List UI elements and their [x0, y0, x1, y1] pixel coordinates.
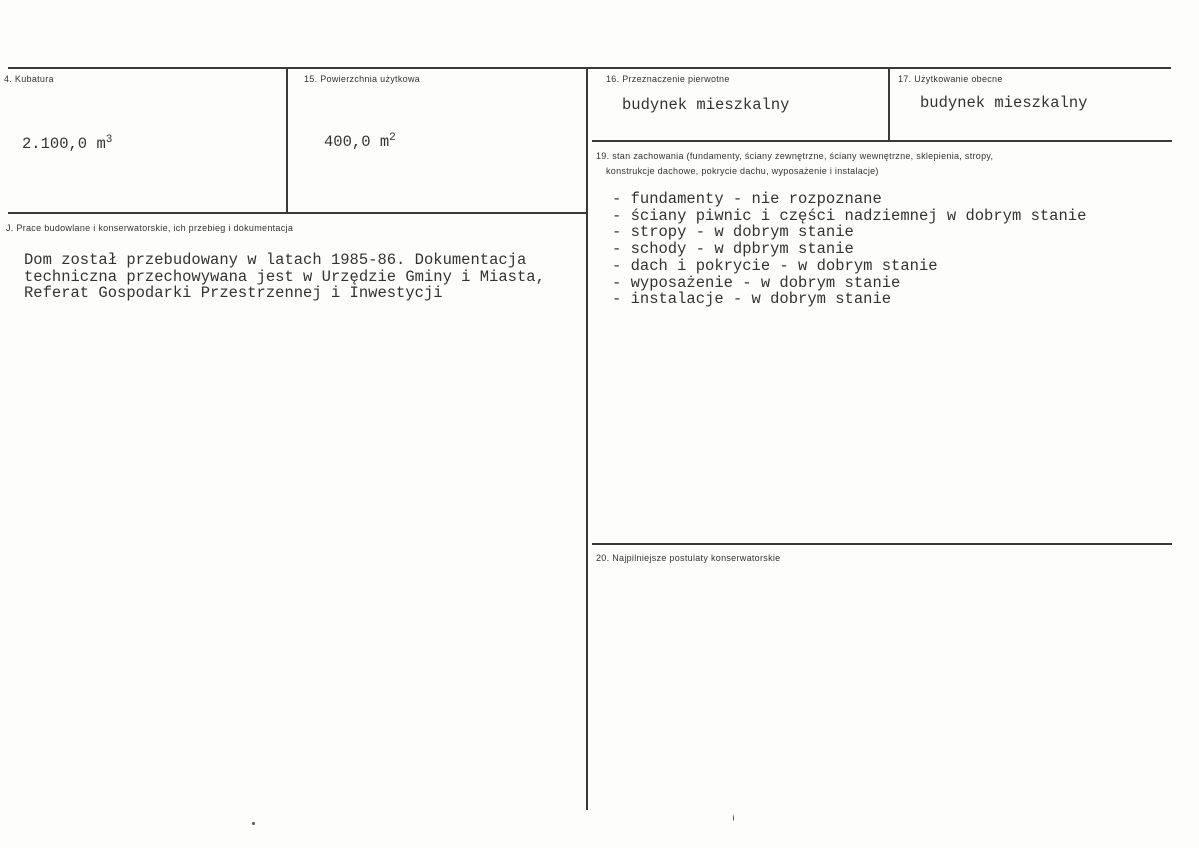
scan-speck [252, 822, 255, 825]
kubatura-number: 2.100,0 [22, 135, 88, 153]
stan-list [612, 191, 1086, 308]
kubatura-label: 4. Kubatura [4, 74, 54, 84]
list-item: - instalacje - w dobrym stanie [612, 290, 892, 309]
kubatura-value [22, 133, 113, 153]
powierzchnia-label: 15. Powierzchnia użytkowa [304, 74, 421, 84]
list-item: - wyposażenie - w dobrym stanie [612, 273, 901, 292]
divider-kubatura-powierzchnia [286, 68, 288, 214]
stan-label-line-1: 19. stan zachowania (fundamenty, ściany zewnętrzne, ściany wewnętrzne, sklepienia, stropy, [596, 151, 994, 161]
przeznaczenie-value: budynek mieszkalny [622, 96, 790, 114]
top-border-line [8, 67, 1171, 69]
list-item: - dach i pokrycie - w dobrym stanie [612, 256, 938, 275]
divider-przeznaczenie-uzytkowanie [888, 68, 890, 140]
prace-line-2: techniczna przechowywana jest w Urzędzie Gminy i Miasta, [24, 267, 545, 286]
prace-line-3: Referat Gospodarki Przestrzennej i Inwestycji [24, 284, 443, 302]
list-item: - schody - w dpbrym stanie [612, 240, 854, 259]
prace-label: J. Prace budowlane i konserwatorskie, ich przebieg i dokumentacja [6, 223, 294, 233]
list-item: - stropy - w dobrym stanie [612, 223, 854, 242]
prace-line-1: Dom został przebudowany w latach 1985-86. Dokumentacja [24, 251, 527, 269]
divider-prace-top [8, 212, 586, 214]
stan-label-line-2: konstrukcje dachowe, pokrycie dachu, wyposażenie i instalacje) [606, 166, 879, 176]
center-divider-line [586, 68, 588, 810]
uzytkowanie-value: budynek mieszkalny [920, 94, 1088, 112]
scan-speck [733, 815, 734, 821]
powierzchnia-number: 400,0 [324, 133, 371, 151]
divider-postulaty-top [592, 543, 1172, 545]
kubatura-unit: m [96, 135, 106, 153]
powierzchnia-unit: m [379, 133, 390, 151]
list-item: - ściany piwnic i części nadziemnej w dobrym stanie [612, 206, 1087, 225]
divider-stan-top [592, 140, 1172, 142]
postulaty-label: 20. Najpilniejsze postulaty konserwatorskie [596, 553, 781, 563]
uzytkowanie-label: 17. Użytkowanie obecne [898, 74, 1003, 84]
powierzchnia-unit-exponent: 2 [389, 131, 396, 144]
list-item: - fundamenty - nie rozpoznane [612, 190, 882, 208]
powierzchnia-value [324, 131, 396, 151]
kubatura-unit-exponent: 3 [105, 133, 113, 146]
przeznaczenie-label: 16. Przeznaczenie pierwotne [606, 74, 730, 84]
